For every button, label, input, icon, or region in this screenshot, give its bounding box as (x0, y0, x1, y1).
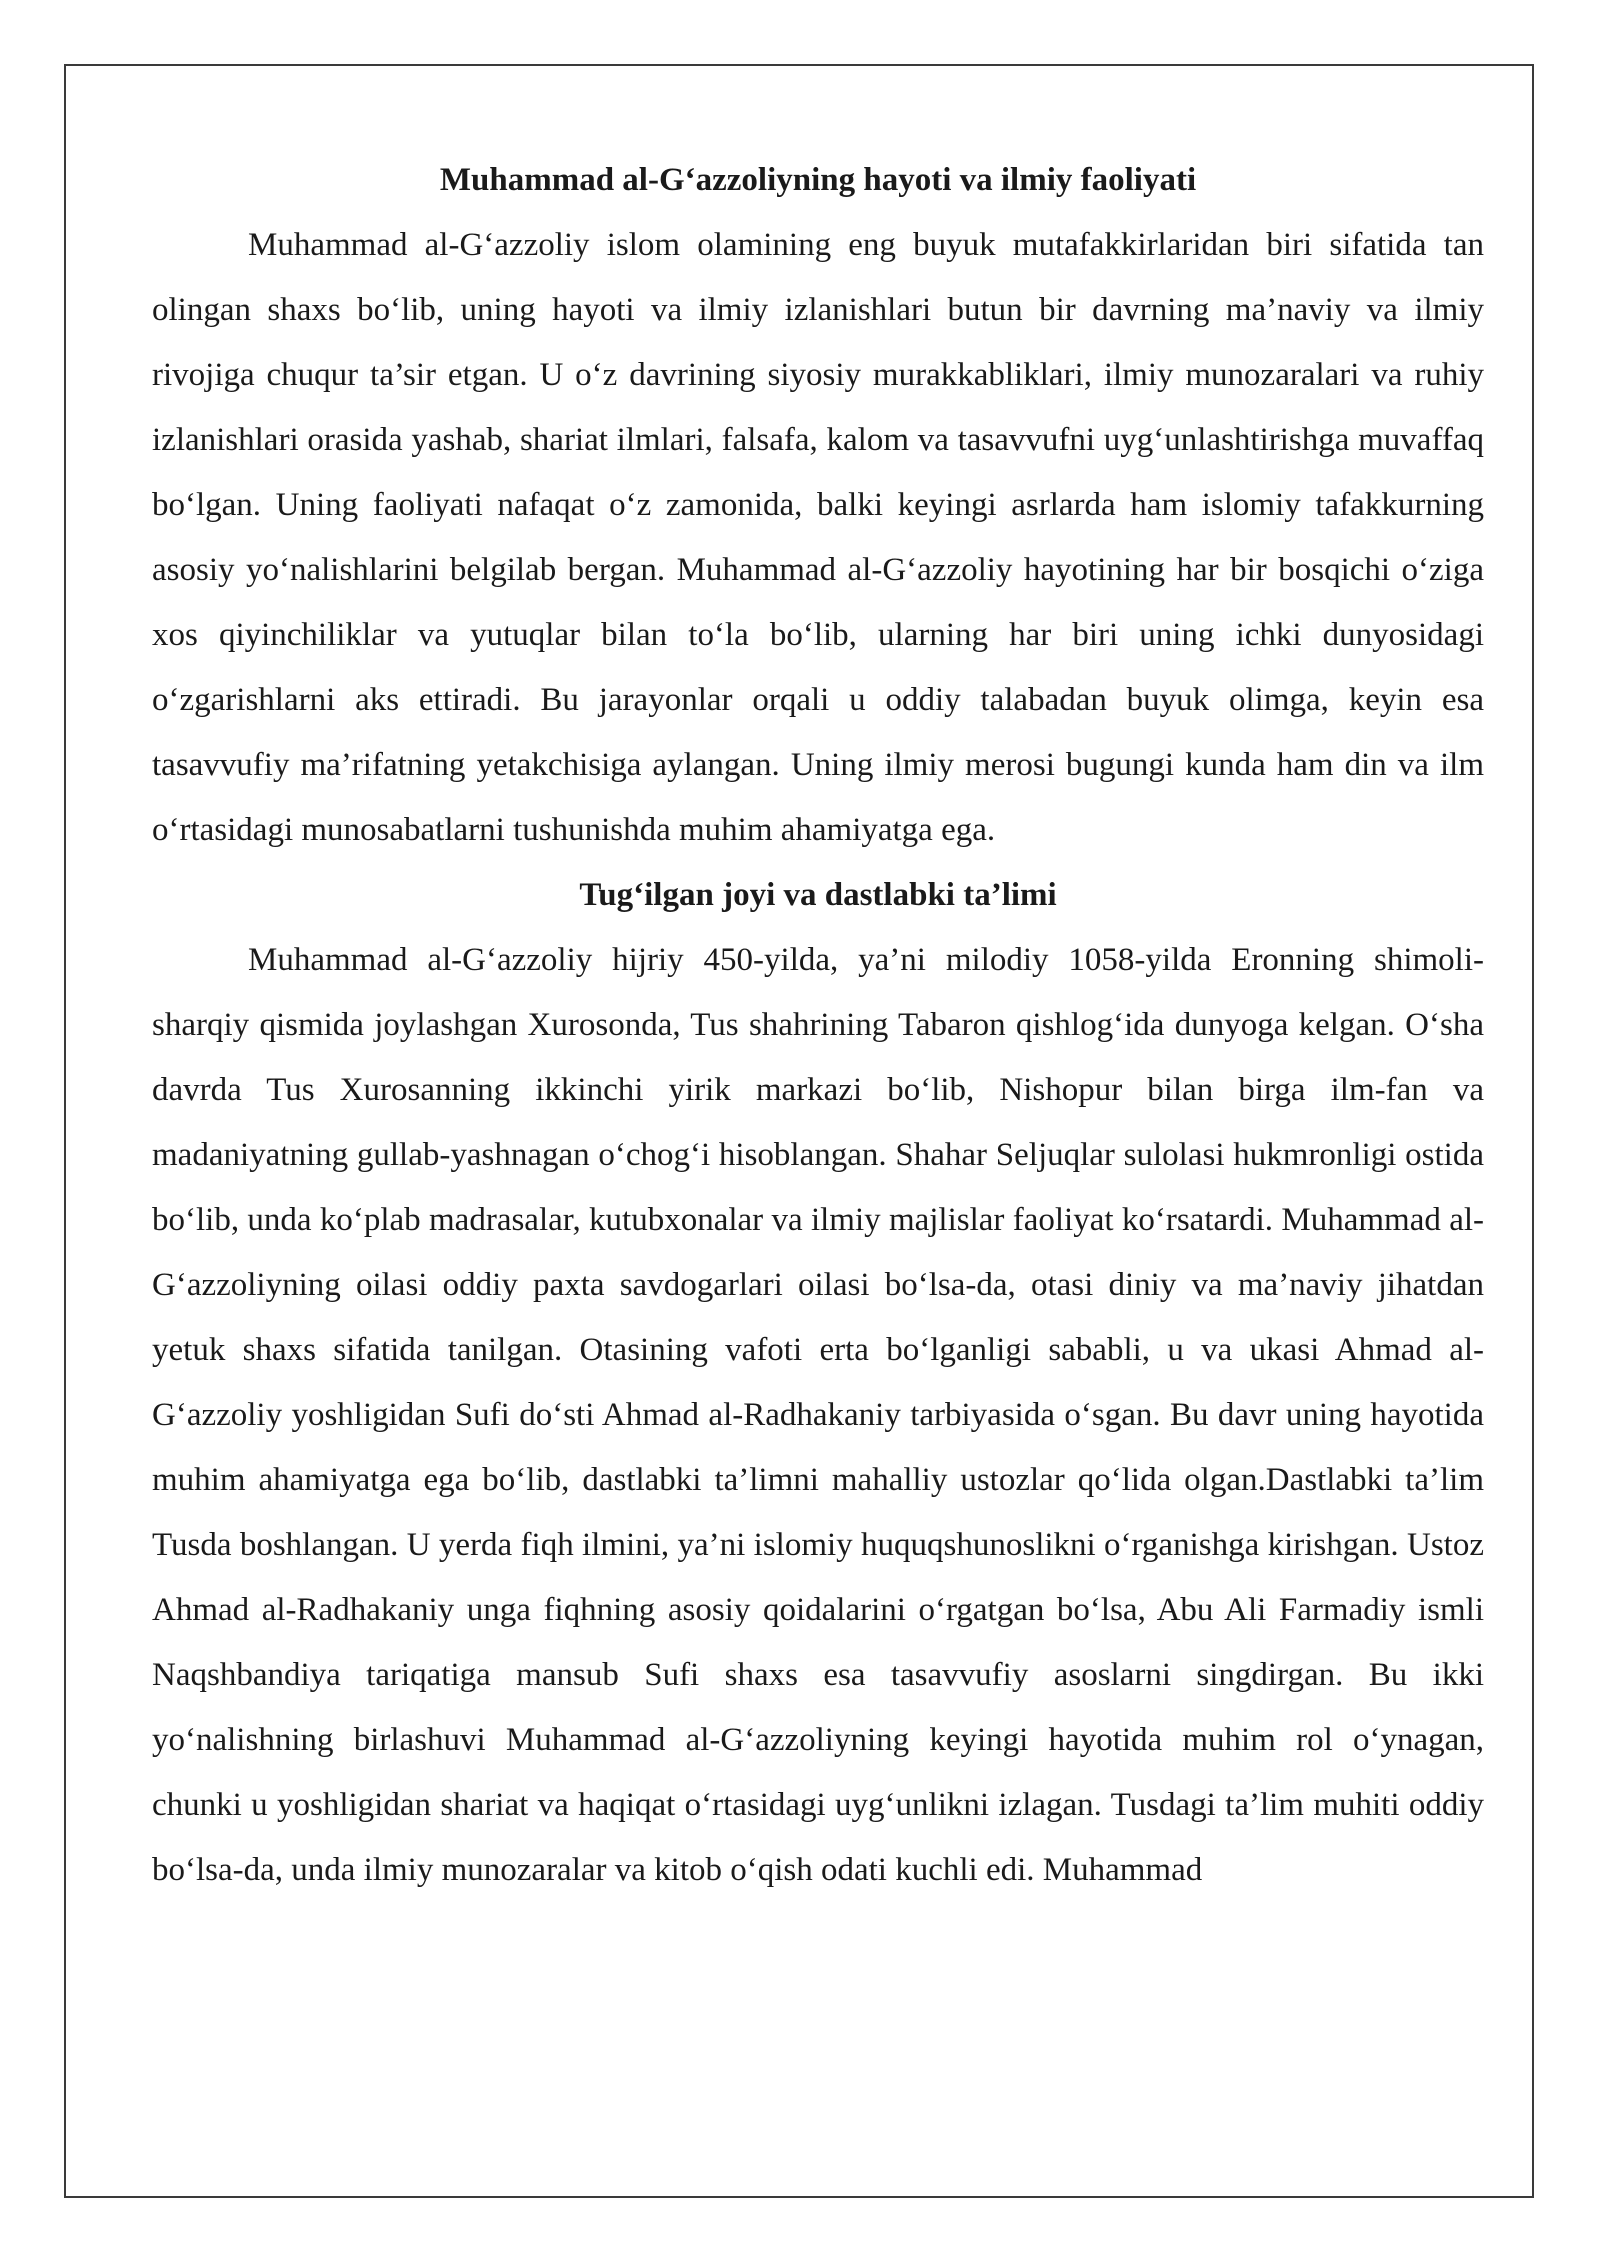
section-heading-biography: Muhammad al-G‘azzoliyning hayoti va ilmiy faoliyati (439, 162, 1197, 198)
section-heading-early-education: Tug‘ilgan joyi va dastlabki ta’limi (579, 877, 1057, 913)
paragraph-early-education: Muhammad al-G‘azzoliy hijriy 450-yilda, ya’ni milodiy 1058-yilda Eronning shimoli-sharqiy qismida joylashgan Xurosonda, Tus shahrining Tabaron qishlog‘ida dunyoga kelgan. O‘sha davrda Tus Xurosanning ikkinchi yirik markazi bo‘lib, Nishopur bilan birga ilm-fan va madaniyatning gullab-yashnagan o‘chog‘i hisoblangan. Shahar Seljuqlar sulolasi hukmronligi ostida bo‘lib, unda ko‘plab madrasalar, kutubxonalar va ilmiy majlislar faoliyat ko‘rsatardi. Muhammad al-G‘azzoliyning oilasi oddiy paxta savdogarlari oilasi bo‘lsa-da, otasi diniy va ma’naviy jihatdan yetuk shaxs sifatida tanilgan. Otasining vafoti erta bo‘lganligi sababli, u va ukasi Ahmad al-G‘azzoliy yoshligidan Sufi do‘sti Ahmad al-Radhakaniy tarbiyasida o‘sgan. Bu davr uning hayotida muhim ahamiyatga ega bo‘lib, dastlabki ta’limni mahalliy ustozlar qo‘lida olgan.Dastlabki ta’lim Tusda boshlangan. U yerda fiqh ilmini, ya’ni islomiy huquqshunoslikni o‘rganishga kirishgan. Ustoz Ahmad al-Radhakaniy unga fiqhning asosiy qoidalarini o‘rgatgan bo‘lsa, Abu Ali Farmadiy ismli Naqshbandiya tariqatiga mansub Sufi shaxs esa tasavvufiy asoslarni singdirgan. Bu ikki yo‘nalishning birlashuvi Muhammad al-G‘azzoliyning keyingi hayotida muhim rol o‘ynagan, chunki u yoshligidan shariat va haqiqat o‘rtasidagi uyg‘unlikni izlagan. Tusdagi ta’lim muhiti oddiy bo‘lsa-da, unda ilmiy munozaralar va kitob o‘qish odati kuchli edi. Muhammad (152, 942, 1484, 1888)
document-body (152, 148, 1484, 1903)
paragraph-introduction: Muhammad al-G‘azzoliy islom olamining eng buyuk mutafakkirlaridan biri sifatida tan olingan shaxs bo‘lib, uning hayoti va ilmiy izlanishlari butun bir davrning ma’naviy va ilmiy rivojiga chuqur ta’sir etgan. U o‘z davrining siyosiy murakkabliklari, ilmiy munozaralari va ruhiy izlanishlari orasida yashab, shariat ilmlari, falsafa, kalom va tasavvufni uyg‘unlashtirishga muvaffaq bo‘lgan. Uning faoliyati nafaqat o‘z zamonida, balki keyingi asrlarda ham islomiy tafakkurning asosiy yo‘nalishlarini belgilab bergan. Muhammad al-G‘azzoliy hayotining har bir bosqichi o‘ziga xos qiyinchiliklar va yutuqlar bilan to‘la bo‘lib, ularning har biri uning ichki dunyosidagi o‘zgarishlarni aks ettiradi. Bu jarayonlar orqali u oddiy talabadan buyuk olimga, keyin esa tasavvufiy ma’rifatning yetakchisiga aylangan. Uning ilmiy merosi bugungi kunda ham din va ilm o‘rtasidagi munosabatlarni tushunishda muhim ahamiyatga ega. (152, 227, 1484, 848)
